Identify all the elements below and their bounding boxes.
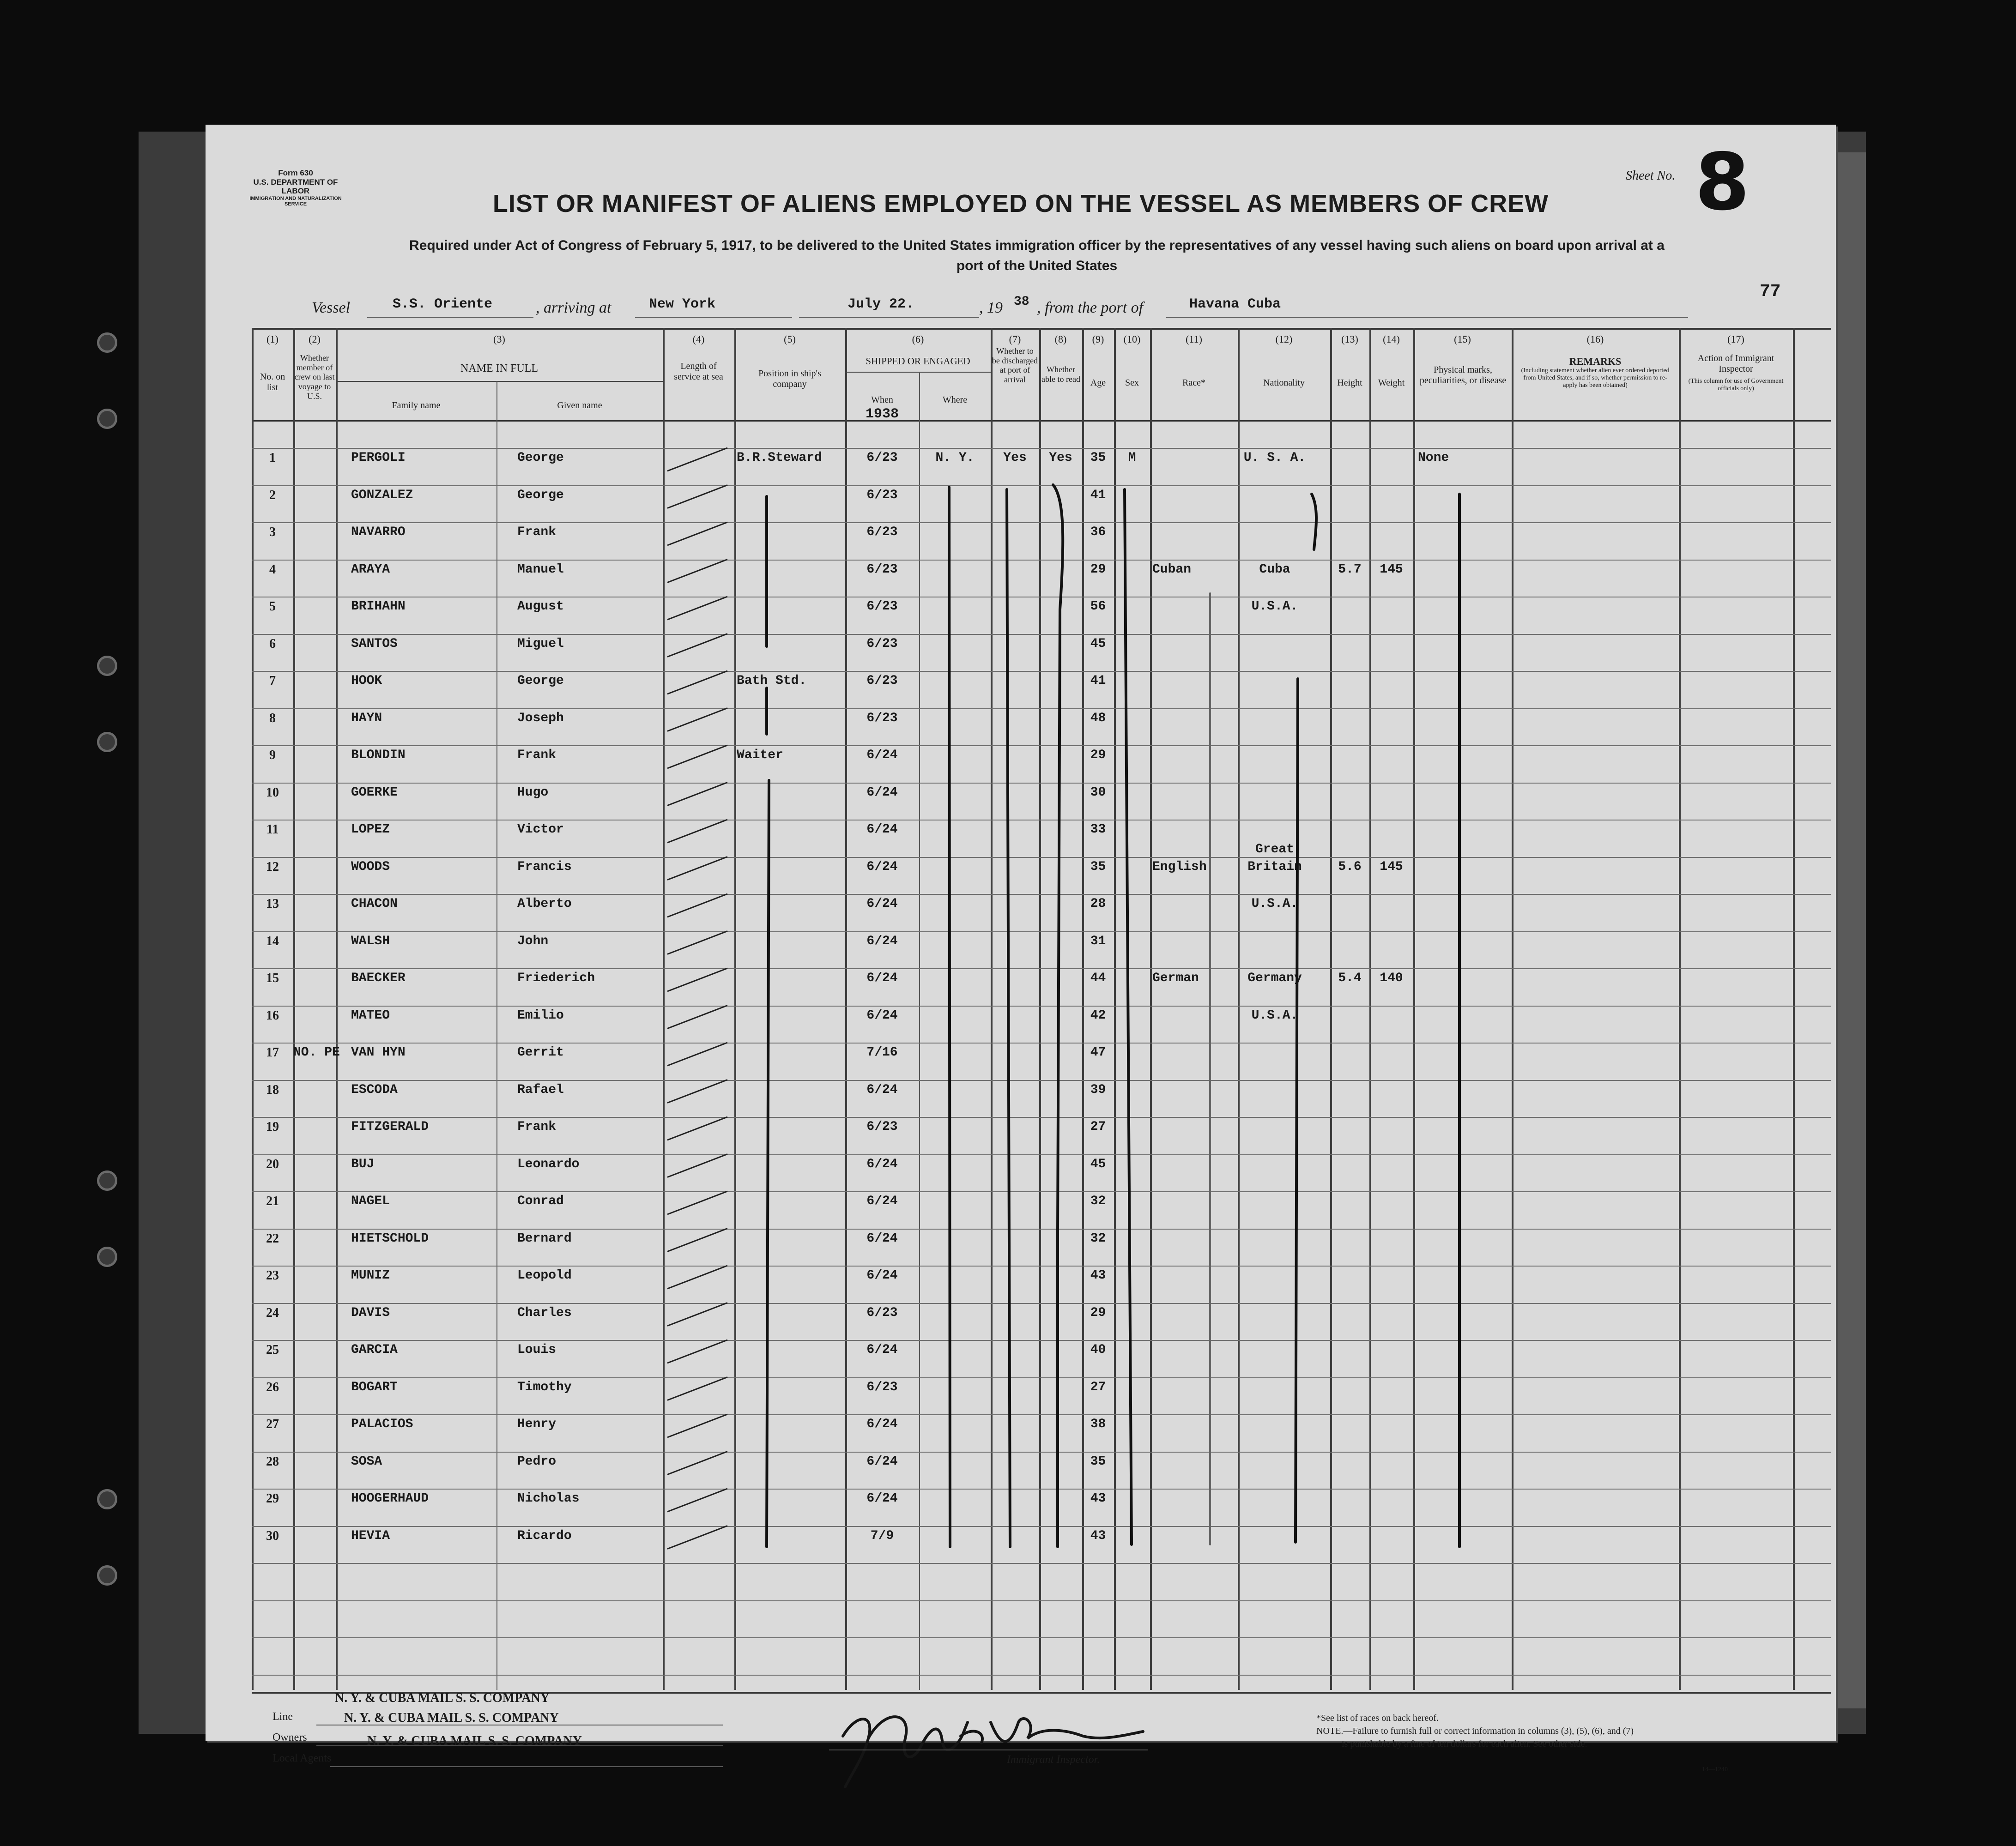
shipped-when-cell: 6/24 xyxy=(866,1417,898,1431)
row-number-cell: 16 xyxy=(266,1008,279,1023)
row-number-cell: 28 xyxy=(266,1454,279,1469)
given-name-cell: Charles xyxy=(517,1305,572,1320)
age-cell: 29 xyxy=(1090,562,1106,577)
shipped-when-cell: 6/24 xyxy=(866,748,898,762)
shipped-when-cell: 6/23 xyxy=(866,451,898,465)
arriving-label: , arriving at xyxy=(536,299,611,316)
age-cell: 42 xyxy=(1090,1008,1106,1023)
service-tick xyxy=(667,1117,727,1140)
column-number: (9) xyxy=(1092,333,1104,345)
given-name-cell: Gerrit xyxy=(517,1045,564,1060)
row-number-cell: 9 xyxy=(269,748,276,762)
row-number-cell: 22 xyxy=(266,1231,279,1246)
shipped-where-cell: N. Y. xyxy=(935,451,975,465)
subtitle-line-1: Required under Act of Congress of February 5, 1917, to be delivered to the United States immigration officer by the representatives of any vessel having such aliens on board upon arrival at a xyxy=(409,238,1665,253)
given-name-cell: Nicholas xyxy=(517,1491,580,1506)
header-weight: Weight xyxy=(1378,378,1405,388)
service-tick xyxy=(667,448,727,471)
header-previous-crew: Whether member of crew on last voyage to U.S. xyxy=(294,353,335,401)
family-name-cell: FITZGERALD xyxy=(351,1120,429,1134)
given-name-cell: Frank xyxy=(517,1120,557,1134)
row-number-cell: 20 xyxy=(266,1157,279,1171)
footnote-races: *See list of races on back hereof. xyxy=(1316,1713,1439,1723)
ditto-lines xyxy=(767,485,1459,1547)
row-number-cell: 14 xyxy=(266,934,279,948)
service-tick xyxy=(667,931,727,954)
column-number: (5) xyxy=(784,333,796,345)
service-tick xyxy=(667,1266,727,1289)
given-name-cell: Timothy xyxy=(517,1380,572,1394)
header-height: Height xyxy=(1337,378,1362,388)
family-name-cell: HIETSCHOLD xyxy=(351,1231,429,1246)
column-number: (12) xyxy=(1275,333,1293,345)
race-cell: Cuban xyxy=(1152,562,1192,577)
family-name-cell: BRIHAHN xyxy=(351,599,406,614)
row-number-cell: 17 xyxy=(266,1045,279,1060)
row-number-cell: 4 xyxy=(269,562,276,577)
given-name-cell: Henry xyxy=(517,1417,557,1431)
given-name-cell: Leonardo xyxy=(517,1157,580,1171)
age-cell: 32 xyxy=(1090,1231,1106,1246)
given-name-cell: Frank xyxy=(517,525,557,539)
binder-hole xyxy=(97,1565,117,1586)
weight-cell: 145 xyxy=(1380,562,1403,577)
vessel-name: S.S. Oriente xyxy=(393,296,493,312)
column-number: (16) xyxy=(1586,333,1604,345)
shipped-when-cell: 6/24 xyxy=(866,1008,898,1023)
given-name-cell: Louis xyxy=(517,1343,557,1357)
binder-hole xyxy=(97,332,117,353)
vessel-label: Vessel xyxy=(312,299,351,316)
row-number-cell: 13 xyxy=(266,897,279,911)
service-tick xyxy=(667,485,727,508)
service-tick xyxy=(667,1489,727,1512)
service-tick xyxy=(667,522,727,545)
arriving-port: New York xyxy=(649,296,716,312)
service-tick xyxy=(667,1043,727,1066)
service-tick xyxy=(667,857,727,880)
header-family-name: Family name xyxy=(392,400,441,410)
family-name-cell: PERGOLI xyxy=(351,451,406,465)
age-cell: 43 xyxy=(1090,1268,1106,1283)
given-name-cell: Pedro xyxy=(517,1454,557,1469)
family-name-cell: HEVIA xyxy=(351,1528,390,1543)
column-number: (14) xyxy=(1383,333,1400,345)
header-action-of-inspector: Action of Immigrant Inspector xyxy=(1697,353,1774,374)
inspector-label: Immigrant Inspector. xyxy=(1007,1754,1100,1766)
given-name-cell: Francis xyxy=(517,859,572,874)
service-tick xyxy=(667,1229,727,1252)
row-number-cell: 15 xyxy=(266,971,279,985)
service-tick xyxy=(667,671,727,694)
column-number: (4) xyxy=(692,333,705,345)
shipped-when-cell: 6/23 xyxy=(866,1305,898,1320)
family-name-cell: GOERKE xyxy=(351,785,398,800)
height-cell: 5.7 xyxy=(1338,562,1362,577)
row-number-cell: 26 xyxy=(266,1380,279,1394)
service-name: IMMIGRATION AND NATURALIZATION SERVICE xyxy=(249,195,342,207)
nationality-cell: U. S. A. xyxy=(1243,451,1306,465)
family-name-cell: NAGEL xyxy=(351,1194,390,1208)
position-cell: Waiter xyxy=(737,748,783,762)
form-number: Form 630 xyxy=(278,169,313,177)
family-name-cell: GONZALEZ xyxy=(351,488,413,502)
agents-label: Local Agents xyxy=(272,1752,332,1764)
header-sex: Sex xyxy=(1125,378,1139,388)
family-name-cell: SOSA xyxy=(351,1454,382,1469)
given-name-cell: John xyxy=(517,934,549,948)
nationality-cell: Germany xyxy=(1247,971,1302,985)
service-tick xyxy=(667,1452,727,1475)
service-tick xyxy=(667,708,727,731)
age-cell: 38 xyxy=(1090,1417,1106,1431)
nationality-cell-upper: Great xyxy=(1255,842,1294,857)
row-number-cell: 23 xyxy=(266,1268,279,1283)
given-name-cell: Friederich xyxy=(517,971,595,985)
nationality-cell: Cuba xyxy=(1259,562,1290,577)
sheet-number: 8 xyxy=(1695,137,1750,228)
service-tick xyxy=(667,1006,727,1029)
row-number-cell: 12 xyxy=(266,859,279,874)
service-tick xyxy=(667,1340,727,1363)
given-name-cell: Ricardo xyxy=(517,1528,572,1543)
row-number-cell: 6 xyxy=(269,636,276,651)
row-number-cell: 7 xyxy=(269,674,276,688)
shipped-when-cell: 6/23 xyxy=(866,488,898,502)
service-tick xyxy=(667,1526,727,1549)
age-cell: 45 xyxy=(1090,1157,1106,1171)
shipped-when-cell: 6/23 xyxy=(866,1380,898,1394)
pen-marks xyxy=(206,125,1836,1741)
age-cell: 47 xyxy=(1090,1045,1106,1060)
given-name-cell: Frank xyxy=(517,748,557,762)
age-cell: 30 xyxy=(1090,785,1106,800)
header-remarks: REMARKS xyxy=(1569,356,1622,367)
manifest-page xyxy=(206,125,1836,1773)
family-name-cell: BOGART xyxy=(351,1380,398,1394)
shipped-when-cell: 6/24 xyxy=(866,1491,898,1506)
age-cell: 35 xyxy=(1090,451,1106,465)
header-when: When xyxy=(871,395,893,405)
age-cell: 44 xyxy=(1090,971,1106,985)
owners-label: Owners xyxy=(272,1731,307,1743)
column-number: (2) xyxy=(309,333,321,345)
backing-sheet xyxy=(1834,152,1866,1708)
steamship-line: N. Y. & CUBA MAIL S. S. COMPANY xyxy=(335,1691,550,1705)
given-name-cell: Hugo xyxy=(517,785,549,800)
sheet-number-label: Sheet No. xyxy=(1626,169,1676,183)
header-shipped-or-engaged: SHIPPED OR ENGAGED xyxy=(866,356,970,367)
row-number-cell: 5 xyxy=(269,599,276,614)
shipped-when-cell: 6/24 xyxy=(866,1454,898,1469)
column-number: (11) xyxy=(1186,333,1202,345)
footnote-penalty-1: NOTE.—Failure to furnish full or correct information in columns (3), (5), (6), and (7) xyxy=(1316,1726,1634,1736)
family-name-cell: HOOK xyxy=(351,674,382,688)
column-number: (8) xyxy=(1054,333,1067,345)
age-cell: 28 xyxy=(1090,897,1106,911)
from-port: Havana Cuba xyxy=(1189,296,1281,312)
header-given-name: Given name xyxy=(557,400,602,410)
service-tick xyxy=(667,1414,727,1437)
given-name-cell: Leopold xyxy=(517,1268,572,1283)
age-cell: 32 xyxy=(1090,1194,1106,1208)
service-tick xyxy=(667,1377,727,1400)
service-tick xyxy=(667,745,727,768)
age-cell: 36 xyxy=(1090,525,1106,539)
given-name-cell: Alberto xyxy=(517,897,572,911)
family-name-cell: MATEO xyxy=(351,1008,390,1023)
given-name-cell: Conrad xyxy=(517,1194,564,1208)
given-name-cell: George xyxy=(517,488,564,502)
given-name-cell: Victor xyxy=(517,822,564,837)
column-number: (7) xyxy=(1009,333,1021,345)
family-name-cell: SANTOS xyxy=(351,636,398,651)
year-prefix: , 19 xyxy=(979,299,1003,316)
shipped-when-cell: 6/24 xyxy=(866,822,898,837)
page-stamp: 77 xyxy=(1760,282,1781,302)
row-number-cell: 2 xyxy=(269,488,276,502)
header-discharged: Whether to be discharged at port of arrival xyxy=(992,346,1038,385)
header-no-on-list: No. on list xyxy=(260,372,285,392)
family-name-cell: VAN HYN xyxy=(351,1045,406,1060)
shipped-when-cell: 6/24 xyxy=(866,785,898,800)
shipped-when-cell: 6/23 xyxy=(866,525,898,539)
given-name-cell: Rafael xyxy=(517,1082,564,1097)
binder-hole xyxy=(97,1170,117,1191)
column-number: (13) xyxy=(1341,333,1358,345)
header-position: Position in ship's company xyxy=(758,368,821,389)
header-remarks-note: (Including statement whether alien ever ordered deported from United States, and if so, whether permission to re-apply has been obtained) xyxy=(1521,367,1670,389)
row-number-cell: 30 xyxy=(266,1528,279,1543)
subtitle-line-2: port of the United States xyxy=(956,258,1118,273)
position-cell: Bath Std. xyxy=(737,674,807,688)
service-tick xyxy=(667,820,727,843)
family-name-cell: WOODS xyxy=(351,859,390,874)
able-to-read-cell: Yes xyxy=(1049,451,1072,465)
age-cell: 33 xyxy=(1090,822,1106,837)
agents-underline xyxy=(330,1766,723,1767)
age-cell: 29 xyxy=(1090,1305,1106,1320)
header-physical-marks: Physical marks, peculiarities, or disease xyxy=(1419,365,1507,386)
row-number-cell: 1 xyxy=(269,451,276,465)
header-race: Race* xyxy=(1182,378,1205,388)
row-number-cell: 25 xyxy=(266,1343,279,1357)
column-number: (3) xyxy=(493,333,505,345)
nationality-cell: U.S.A. xyxy=(1251,897,1298,911)
given-name-cell: Miguel xyxy=(517,636,564,651)
header-year: 1938 xyxy=(865,406,899,422)
row-number-cell: 18 xyxy=(266,1082,279,1097)
row-number-cell: 8 xyxy=(269,711,276,725)
race-cell: English xyxy=(1152,859,1207,874)
shipped-when-cell: 6/24 xyxy=(866,1157,898,1171)
shipped-when-cell: 7/16 xyxy=(866,1045,898,1060)
given-name-cell: Emilio xyxy=(517,1008,564,1023)
binder-hole xyxy=(97,656,117,676)
binder-hole xyxy=(97,1489,117,1509)
row-number-cell: 21 xyxy=(266,1194,279,1208)
shipped-when-cell: 6/24 xyxy=(866,1343,898,1357)
service-tick xyxy=(667,783,727,806)
physical-marks-cell: None xyxy=(1418,451,1449,465)
previous-voyage-cell: NO. PE xyxy=(293,1045,340,1060)
sex-cell: M xyxy=(1128,451,1136,465)
row-number-cell: 19 xyxy=(266,1120,279,1134)
nationality-cell: U.S.A. xyxy=(1251,599,1298,614)
shipped-when-cell: 6/23 xyxy=(866,562,898,577)
header-length-of-service: Length of service at sea xyxy=(674,361,723,382)
header-nationality: Nationality xyxy=(1263,378,1305,388)
steamship-agents: N. Y. & CUBA MAIL S. S. COMPANY xyxy=(367,1734,582,1748)
column-number: (17) xyxy=(1727,333,1744,345)
line-label: Line xyxy=(272,1711,293,1723)
age-cell: 41 xyxy=(1090,488,1106,502)
shipped-when-cell: 6/23 xyxy=(866,636,898,651)
shipped-when-cell: 7/9 xyxy=(870,1528,894,1543)
family-name-cell: WALSH xyxy=(351,934,390,948)
service-tick xyxy=(667,634,727,657)
service-tick xyxy=(667,894,727,917)
given-name-cell: George xyxy=(517,674,564,688)
family-name-cell: CHACON xyxy=(351,897,398,911)
family-name-cell: ESCODA xyxy=(351,1082,398,1097)
weight-cell: 140 xyxy=(1380,971,1403,985)
given-name-cell: August xyxy=(517,599,564,614)
position-cell: B.R.Steward xyxy=(737,451,822,465)
binder-hole xyxy=(97,409,117,429)
age-cell: 43 xyxy=(1090,1528,1106,1543)
service-tick xyxy=(667,1154,727,1177)
shipped-when-cell: 6/24 xyxy=(866,934,898,948)
header-age: Age xyxy=(1090,378,1106,388)
service-ticks xyxy=(667,448,727,1549)
shipped-when-cell: 6/23 xyxy=(866,1120,898,1134)
service-tick xyxy=(667,597,727,620)
family-name-cell: HAYN xyxy=(351,711,382,725)
shipped-when-cell: 6/24 xyxy=(866,1231,898,1246)
weight-cell: 145 xyxy=(1380,859,1403,874)
footnote-penalty-2: is punishable by a fine of ten dollars for each alien. See other side. xyxy=(1342,1739,1587,1749)
height-cell: 5.6 xyxy=(1338,859,1362,874)
nationality-cell: U.S.A. xyxy=(1251,1008,1298,1023)
family-name-cell: BLONDIN xyxy=(351,748,406,762)
header-where: Where xyxy=(942,395,968,405)
manifest-title: LIST OR MANIFEST OF ALIENS EMPLOYED ON THE VESSEL AS MEMBERS OF CREW xyxy=(492,190,1549,217)
shipped-when-cell: 6/24 xyxy=(866,1194,898,1208)
family-name-cell: PALACIOS xyxy=(351,1417,413,1431)
shipped-when-cell: 6/23 xyxy=(866,674,898,688)
given-name-cell: George xyxy=(517,451,564,465)
family-name-cell: BAECKER xyxy=(351,971,406,985)
row-number-cell: 29 xyxy=(266,1491,279,1506)
shipped-when-cell: 6/24 xyxy=(866,897,898,911)
race-cell: German xyxy=(1152,971,1199,985)
shipped-when-cell: 6/23 xyxy=(866,711,898,725)
age-cell: 56 xyxy=(1090,599,1106,614)
age-cell: 35 xyxy=(1090,859,1106,874)
binder-hole xyxy=(97,1247,117,1267)
age-cell: 27 xyxy=(1090,1120,1106,1134)
column-number: (10) xyxy=(1123,333,1141,345)
age-cell: 35 xyxy=(1090,1454,1106,1469)
family-name-cell: HOOGERHAUD xyxy=(351,1491,429,1506)
service-tick xyxy=(667,968,727,991)
service-tick xyxy=(667,560,727,583)
age-cell: 27 xyxy=(1090,1380,1106,1394)
shipped-when-cell: 6/24 xyxy=(866,859,898,874)
row-number-cell: 3 xyxy=(269,525,276,539)
shipped-when-cell: 6/23 xyxy=(866,599,898,614)
service-tick xyxy=(667,1080,727,1103)
family-name-cell: MUNIZ xyxy=(351,1268,390,1283)
age-cell: 43 xyxy=(1090,1491,1106,1506)
column-number: (6) xyxy=(912,333,924,345)
row-number-cell: 11 xyxy=(266,822,279,837)
given-name-cell: Bernard xyxy=(517,1231,572,1246)
column-number: (15) xyxy=(1454,333,1471,345)
row-number-cell: 27 xyxy=(266,1417,279,1431)
column-number: (1) xyxy=(266,333,278,345)
age-cell: 31 xyxy=(1090,934,1106,948)
family-name-cell: BUJ xyxy=(351,1157,375,1171)
height-cell: 5.4 xyxy=(1338,971,1362,985)
service-tick xyxy=(667,1191,727,1214)
department-name: U.S. DEPARTMENT OF LABOR xyxy=(253,177,338,196)
given-name-cell: Manuel xyxy=(517,562,564,577)
inspector-signature xyxy=(824,1695,1157,1792)
print-code: 14—1240 xyxy=(1702,1766,1728,1773)
arrival-date: July 22. xyxy=(848,296,914,312)
shipped-when-cell: 6/24 xyxy=(866,1268,898,1283)
age-cell: 48 xyxy=(1090,711,1106,725)
family-name-cell: GARCIA xyxy=(351,1343,398,1357)
family-name-cell: NAVARRO xyxy=(351,525,406,539)
given-name-cell: Joseph xyxy=(517,711,564,725)
row-number-cell: 24 xyxy=(266,1305,279,1320)
shipped-when-cell: 6/24 xyxy=(866,971,898,985)
age-cell: 40 xyxy=(1090,1343,1106,1357)
steamship-owners: N. Y. & CUBA MAIL S. S. COMPANY xyxy=(344,1711,559,1725)
binder-hole xyxy=(97,732,117,752)
year-suffix: 38 xyxy=(1014,295,1029,309)
header-name-in-full: NAME IN FULL xyxy=(460,362,538,374)
family-name-cell: LOPEZ xyxy=(351,822,390,837)
age-cell: 41 xyxy=(1090,674,1106,688)
to-be-discharged-cell: Yes xyxy=(1003,451,1027,465)
header-action-note: (This column for use of Government officials only) xyxy=(1688,378,1784,392)
shipped-when-cell: 6/24 xyxy=(866,1082,898,1097)
from-port-label: , from the port of xyxy=(1037,299,1144,316)
family-name-cell: ARAYA xyxy=(351,562,390,577)
age-cell: 39 xyxy=(1090,1082,1106,1097)
family-name-cell: DAVIS xyxy=(351,1305,390,1320)
nationality-cell: Britain xyxy=(1247,859,1302,874)
service-tick xyxy=(667,1303,727,1326)
age-cell: 29 xyxy=(1090,748,1106,762)
age-cell: 45 xyxy=(1090,636,1106,651)
header-able-to-read: Whether able to read xyxy=(1041,365,1080,384)
row-number-cell: 10 xyxy=(266,785,279,800)
